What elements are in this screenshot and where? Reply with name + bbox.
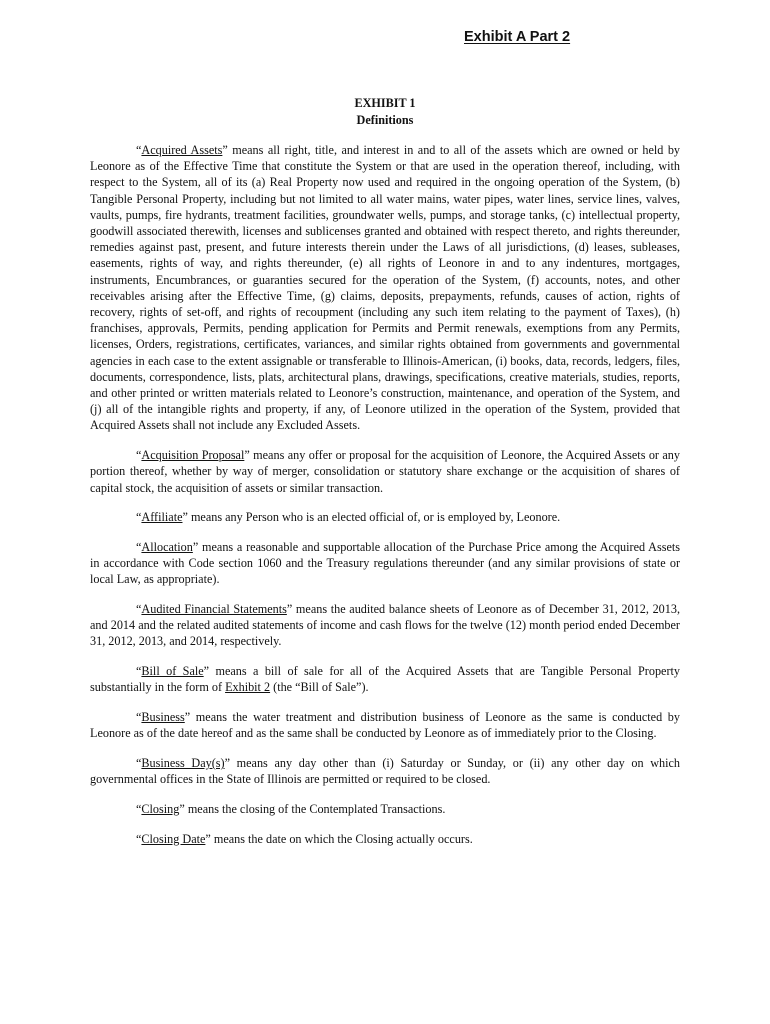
definition-affiliate: “Affiliate” means any Person who is an elected official of, or is employed by, Leonore. <box>136 510 561 525</box>
definition-text: ” means a bill of sale for all of the Acquired Assets that are Tangible Personal Property substantially in the form of <box>90 664 680 695</box>
defined-term: Audited Financial Statements <box>141 602 287 617</box>
definition-closing: “Closing” means the closing of the Contemplated Transactions. <box>136 801 446 816</box>
exhibit-reference: Exhibit 2 <box>225 680 271 695</box>
definition-text: ” means any Person who is an elected official of, or is employed by, Leonore. <box>182 510 561 525</box>
defined-term: Allocation <box>141 539 193 554</box>
definition-text: ” means any offer or proposal for the acquisition of Leonore, the Acquired Assets or any portion thereof, whether by way of merger, consolidation or statutory share exchange or the acquisition of shares of capital stock, the acquisition of assets or similar transaction. <box>90 448 680 495</box>
definition-text: ” means the closing of the Contemplated Transactions. <box>179 801 446 816</box>
definition-text: ” means all right, title, and interest in and to all of the assets which are owned or held by Leonore as of the Effective Time that constitute the System or that are used in the operation thereof, including, with respect to the System, all of its (a) Real Property now used and required in the ongoing operation of the System, (b) Tangible Personal Property, including but not limited to all water mains, water pipes, water lines, service lines, valves, vaults, pumps, fire hydrants, treatment facilities, groundwater wells, pumps, and storage tanks, (c) intellectual property, goodwill associated therewith, licenses and sublicenses granted and obtained with respect thereto, and rights thereunder, remedies against past, present, and future interests therein under the Laws of all jurisdictions, (d) leases, subleases, easements, rights of way, and rights thereunder, (e) all rights of Leonore in and to any indentures, mortgages, instruments, Encumbrances, or guaranties secured for the operation of the System, (f) accounts, notes, and other receivables arising after the Effective Time, (g) claims, deposits, prepayments, refunds, causes of action, rights of recovery, rights of set-off, and rights of recoupment (including any such item relating to the payment of Taxes), (h) franchises, approvals, Permits, pending application for Permits and Permit renewals, exemptions from any Permits, licenses, Orders, registrations, certificates, variances, and similar rights obtained from governments and governmental agencies in each case to the extent assignable or transferable to Illinois-American, (i) books, data, records, ledgers, files, documents, correspondence, lists, plats, architectural plans, drawings, specifications, creative materials, studies, reports, and other printed or written materials related to Leonore’s construction, maintenance, and operation of the System, and (j) all of the intangible rights and property, if any, of Leonore utilized in the operation of the System, provided that Acquired Assets shall not include any Excluded Assets. <box>90 143 681 433</box>
definition-text-after: (the “Bill of Sale”). <box>270 680 369 695</box>
defined-term: Closing <box>141 801 180 816</box>
definition-text: ” means the date on which the Closing actually occurs. <box>205 831 473 846</box>
definition-text: ” means the audited balance sheets of Leonore as of December 31, 2012, 2013, and 2014 and the related audited statements of income and cash flows for the twelve (12) month period ended December 31, 2012, 2013, and 2014, respectively. <box>90 602 680 649</box>
defined-term: Business <box>141 710 185 725</box>
definition-closing-date: “Closing Date” means the date on which the Closing actually occurs. <box>136 831 473 846</box>
definition-acquired-assets: “Acquired Assets” means all right, title, and interest in and to all of the assets which are owned or held by Leonore as of the Effective Time that constitute the System or that are used in the operation thereof, including, with respect to the System, all of its (a) Real Property now used and required in the ongoing operation of the System, (b) Tangible Personal Property, including but not limited to all water mains, water pipes, water lines, service lines, valves, vaults, pumps, fire hydrants, treatment facilities, groundwater wells, pumps, and storage tanks, (c) intellectual property, goodwill associated therewith, licenses and sublicenses granted and obtained with respect thereto, and rights thereunder, remedies against past, present, and future interests therein under the Laws of all jurisdictions, (d) leases, subleases, easements, rights of way, and rights thereunder, (e) all rights of Leonore in and to any indentures, mortgages, instruments, Encumbrances, or guaranties secured for the operation of the System, (f) accounts, notes, and other receivables arising after the Effective Time, (g) claims, deposits, prepayments, refunds, causes of action, rights of recovery, rights of set-off, and rights of recoupment (including any such item relating to the payment of Taxes), (h) franchises, approvals, Permits, pending application for Permits and Permit renewals, exemptions from any Permits, licenses, Orders, registrations, certificates, variances, and similar rights obtained from governments and governmental agencies in each case to the extent assignable or transferable to Illinois-American, (i) books, data, records, ledgers, files, documents, correspondence, lists, plats, architectural plans, drawings, specifications, creative materials, studies, reports, and other printed or written materials related to Leonore’s construction, maintenance, and operation of the System, and (j) all of the intangible rights and property, if any, of Leonore utilized in the operation of the System, provided that Acquired Assets shall not include any Excluded Assets. <box>90 143 681 433</box>
definition-business-days: “Business Day(s)” means any day other than (i) Saturday or Sunday, or (ii) any other day on which governmental offices in the State of Illinois are permitted or required to be closed. <box>90 756 680 787</box>
definition-text: ” means any day other than (i) Saturday or Sunday, or (ii) any other day on which governmental offices in the State of Illinois are permitted or required to be closed. <box>90 756 680 787</box>
exhibit-part-label: Exhibit A Part 2 <box>464 29 571 45</box>
exhibit-subtitle: Definitions <box>356 112 414 127</box>
definition-text: ” means a reasonable and supportable allocation of the Purchase Price among the Acquired Assets in accordance with Code section 1060 and the Treasury regulations thereunder (and any similar provisions of state or local Law, as appropriate). <box>90 539 680 587</box>
definition-acquisition-proposal: “Acquisition Proposal” means any offer or proposal for the acquisition of Leonore, the Acquired Assets or any portion thereof, whether by way of merger, consolidation or statutory share exchange or the acquisition of shares of capital stock, the acquisition of assets or similar transaction. <box>90 448 680 495</box>
defined-term: Acquisition Proposal <box>141 448 245 463</box>
document-body <box>90 95 680 860</box>
definition-audited-financial-statements: “Audited Financial Statements” means the audited balance sheets of Leonore as of December 31, 2012, 2013, and 2014 and the related audited statements of income and cash flows for the twelve (12) month period ended December 31, 2012, 2013, and 2014, respectively. <box>90 602 680 649</box>
definition-bill-of-sale: “Bill of Sale” means a bill of sale for all of the Acquired Assets that are Tangible Personal Property substantially in the form of Exhibit 2 (the “Bill of Sale”). <box>90 664 680 695</box>
definition-business: “Business” means the water treatment and distribution business of Leonore as the same is conducted by Leonore as of the date hereof and as the same shall be conducted by Leonore as of immediately prior to the Closing. <box>90 710 680 741</box>
defined-term: Bill of Sale <box>141 664 204 679</box>
defined-term: Acquired Assets <box>141 143 223 157</box>
defined-term: Affiliate <box>141 510 183 525</box>
defined-term: Closing Date <box>141 831 206 846</box>
definition-text: ” means the water treatment and distribution business of Leonore as the same is conducted by Leonore as of the date hereof and as the same shall be conducted by Leonore as of immediately prior to the Closing. <box>90 710 680 741</box>
exhibit-title: EXHIBIT 1 <box>354 96 416 110</box>
definition-allocation: “Allocation” means a reasonable and supportable allocation of the Purchase Price among the Acquired Assets in accordance with Code section 1060 and the Treasury regulations thereunder (and any similar provisions of state or local Law, as appropriate). <box>90 539 680 587</box>
defined-term: Business Day(s) <box>141 756 225 770</box>
